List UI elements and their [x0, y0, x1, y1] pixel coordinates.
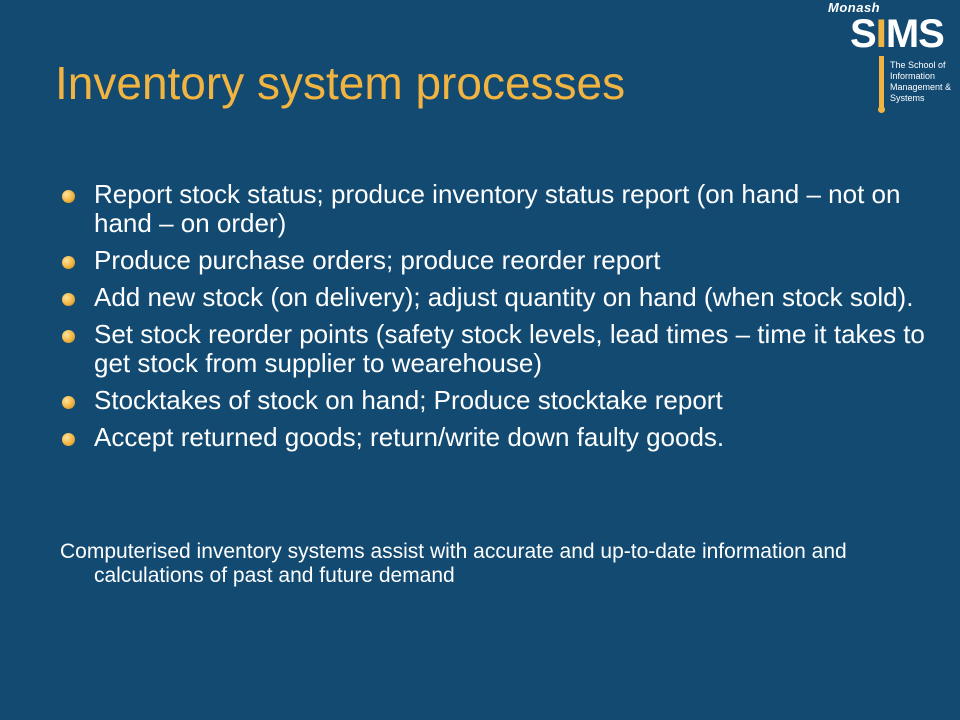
- slide-title: Inventory system processes: [55, 57, 626, 109]
- monash-sims-logo: [824, 0, 960, 122]
- logo-sims-s: S: [850, 12, 876, 56]
- bullet-text: Stocktakes of stock on hand; Produce stocktake report: [94, 385, 723, 415]
- bullet-text: Add new stock (on delivery); adjust quantity on hand (when stock sold).: [94, 282, 914, 312]
- bullet-list: [60, 180, 940, 460]
- bullet-dot-icon: [62, 433, 75, 446]
- bullet-item: [60, 423, 940, 452]
- bullet-dot-icon: [62, 396, 75, 409]
- bullet-dot-icon: [62, 293, 75, 306]
- logo-tagline-line: Information: [890, 71, 936, 81]
- logo-sims-ms: MS: [885, 12, 944, 56]
- logo-sims-i: I: [875, 12, 886, 56]
- bullet-item: [60, 180, 940, 238]
- logo-tagline-line: Systems: [890, 93, 925, 103]
- bullet-item: [60, 320, 940, 378]
- bullet-text: Report stock status; produce inventory status report (on hand – not on hand – on order): [94, 179, 901, 238]
- logo-tagline-line: The School of: [890, 60, 946, 70]
- logo-sims-text: [850, 14, 944, 54]
- logo-bar: [879, 56, 884, 112]
- bullet-item: [60, 283, 940, 312]
- logo-tagline-line: Management &: [890, 82, 952, 92]
- bullet-item: [60, 246, 940, 275]
- logo-monash-text: Monash: [828, 0, 881, 15]
- summary-note: Computerised inventory systems assist with accurate and up-to-date information and calculations of past and future demand: [60, 540, 847, 587]
- bullet-text: Set stock reorder points (safety stock levels, lead times – time it takes to get stock from supplier to wearehouse): [94, 319, 925, 378]
- logo-bar-dot: [878, 106, 885, 113]
- logo-tagline: [890, 60, 960, 104]
- bullet-text: Accept returned goods; return/write down faulty goods.: [94, 422, 725, 452]
- bullet-item: [60, 386, 940, 415]
- bullet-dot-icon: [62, 256, 75, 269]
- bullet-text: Produce purchase orders; produce reorder report: [94, 245, 661, 275]
- bullet-dot-icon: [62, 330, 75, 343]
- bullet-dot-icon: [62, 190, 75, 203]
